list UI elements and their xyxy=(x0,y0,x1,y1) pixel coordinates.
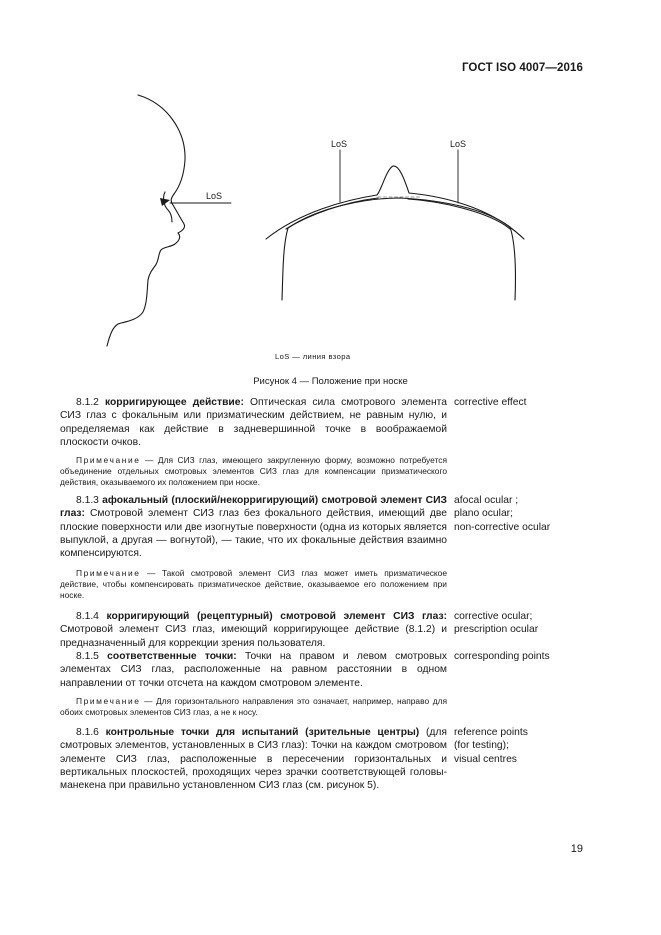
definition-text: Смотровой элемент СИЗ глаз без фокального действия, имеющий две плоские поверхности или две изогнутые поверхности (одна из которых является выпуклой, а другая — вогнутой), — такие, что их фокальные действия взаимно компенсируются. xyxy=(60,508,447,560)
english-term: reference points xyxy=(454,727,528,738)
english-term: visual centres xyxy=(454,753,517,765)
los-label-right: LoS xyxy=(450,139,467,149)
note-label: Примечание xyxy=(76,568,141,578)
note-text: — Такой смотровой элемент СИЗ глаз может иметь призматическое действие, чтобы компенсировать призматическое действие, оказываемое его положением при носке. xyxy=(60,568,448,600)
eyewear-inner-arc xyxy=(286,198,510,229)
section-number: 8.1.3 xyxy=(76,495,99,506)
section-number: 8.1.4 xyxy=(76,611,99,622)
definition-text: Смотровой элемент СИЗ глаз, имеющий корригирующее действие (8.1.2) и предназначенный для коррекции зрения пользователя. xyxy=(60,624,447,649)
english-term: corresponding points xyxy=(454,651,550,662)
definition-text: Оптическая сила смотрового элемента СИЗ глаз с фокальным или призматическим действием, не равным нулю, и определяемая как действие в задневершинной точке в воображаемой плоскости очков. xyxy=(60,397,447,448)
note-label: Примечание xyxy=(76,455,141,465)
figure-4-as-worn-position xyxy=(0,0,661,375)
note-text: — Для СИЗ глаз, имеющего закругленную форму, возможно потребуется объединение отдельных смотровых элементов СИЗ глаз для компенсации призматического действия, оказываемого их положением при носке. xyxy=(60,455,447,487)
english-term: prescription ocular xyxy=(454,624,539,636)
page-number: 19 xyxy=(570,843,583,855)
section-8-1-4 xyxy=(60,610,447,650)
los-label-left: LoS xyxy=(331,139,348,149)
note-8-1-3 xyxy=(60,568,447,601)
definition-text: Точки на правом и левом смотровых элементах СИЗ глаз, расположенные на равном расстоянии в одном направлении от точки отсчета на каждом смотровом элементе. xyxy=(60,651,447,689)
term-heading: соответственные точки: xyxy=(107,651,237,662)
section-8-1-5 xyxy=(60,650,447,690)
section-number: 8.1.6 xyxy=(76,727,99,738)
english-term: (for testing); xyxy=(454,740,509,752)
english-terms-8-1-4 xyxy=(454,610,538,637)
document-standard-header: ГОСТ ISO 4007—2016 xyxy=(461,62,583,74)
english-terms-8-1-3 xyxy=(454,494,550,534)
term-heading: контрольные точки для испытаний (зрительные центры) xyxy=(105,727,420,738)
term-heading: корригирующий (рецептурный) смотровой элемент СИЗ глаз: xyxy=(106,611,447,622)
english-terms-8-1-2 xyxy=(454,396,527,409)
english-term: corrective effect xyxy=(454,397,527,408)
english-terms-8-1-5 xyxy=(454,650,550,663)
english-term: plano ocular; xyxy=(454,508,513,520)
head-profile-outline xyxy=(107,95,185,346)
definition-text: (для смотровых элементов, установленных в СИЗ глаз): Точки на каждом смотровом элементе СИЗ глаз, расположенные в пересечении горизонтальных и вертикальных плоскостей, проходящих через зрачки соответствующей головы-манекена при правильно установленном СИЗ глаз (см. рисунок 5). xyxy=(60,727,447,792)
note-label: Примечание xyxy=(76,696,141,706)
section-number: 8.1.2 xyxy=(76,397,99,408)
english-term: corrective ocular; xyxy=(454,611,533,622)
note-8-1-2 xyxy=(60,455,447,488)
section-number: 8.1.5 xyxy=(76,651,99,662)
note-8-1-5 xyxy=(60,696,447,718)
section-8-1-6 xyxy=(60,726,447,792)
section-8-1-3 xyxy=(60,494,447,560)
figure-legend: LoS — линия взора xyxy=(275,352,351,361)
term-heading: афокальный (плоский/некорригирующий) смотровой элемент СИЗ глаз: xyxy=(60,495,447,520)
note-text: — Для горизонтального направления это означает, например, направо для обоих смотровых элементов СИЗ глаз, а не к носу. xyxy=(60,696,448,717)
figure-caption: Рисунок 4 — Положение при носке xyxy=(253,376,408,387)
term-heading: корригирующее действие: xyxy=(104,397,244,408)
eyewear-front-outline xyxy=(266,166,524,239)
english-term: non-corrective ocular xyxy=(454,521,551,533)
los-label-profile: LoS xyxy=(206,191,223,201)
english-term: afocal ocular ; xyxy=(454,495,519,506)
ocular-profile xyxy=(164,192,172,222)
english-terms-8-1-6 xyxy=(454,726,528,766)
section-8-1-2 xyxy=(60,396,447,449)
